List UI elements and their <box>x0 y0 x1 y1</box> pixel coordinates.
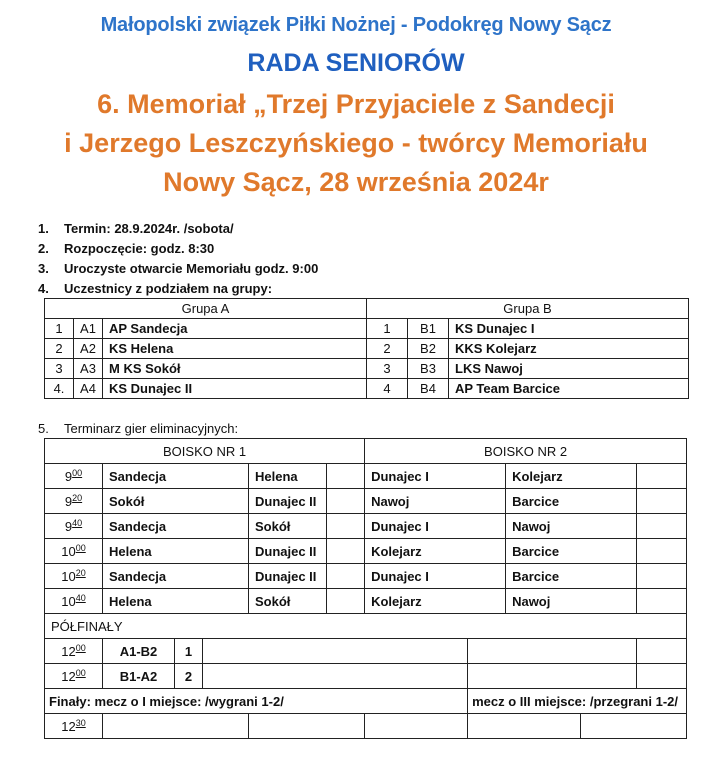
table-row: $12^{00}$ B1-A2 2 <box>45 664 687 689</box>
pitch-1-header: BOISKO NR 1 <box>45 439 365 464</box>
table-row: 4. A4 KS Dunajec II 4 B4 AP Team Barcice <box>45 379 689 399</box>
header-association: Małopolski związek Piłki Nożnej - Podokręg Nowy Sącz <box>100 14 612 36</box>
table-row: $10^{00}$ Helena Dunajec II Kolejarz Barcice <box>45 539 687 564</box>
group-a-title: Grupa A <box>45 299 367 319</box>
final-match-label: Finały: mecz o I miejsce: /wygrani 1-2/ <box>45 689 468 714</box>
pitch-2-header: BOISKO NR 2 <box>365 439 687 464</box>
header-memorial-line2: i Jerzego Leszczyńskiego - twórcy Memoriału <box>64 128 648 158</box>
info-item: 4. Uczestnicy z podziałem na grupy: <box>38 281 273 296</box>
table-row: $9^{00}$ Sandecja Helena Dunajec I Kolejarz <box>45 464 687 489</box>
table-row: $10^{40}$ Helena Sokół Kolejarz Nawoj <box>45 589 687 614</box>
group-b-title: Grupa B <box>367 299 689 319</box>
table-row: $12^{30}$ <box>45 714 687 739</box>
info-item: 2. Rozpoczęcie: godz. 8:30 <box>38 241 215 256</box>
table-row: $12^{00}$ A1-B2 1 <box>45 639 687 664</box>
table-row: 1 A1 AP Sandecja 1 B1 KS Dunajec I <box>45 319 689 339</box>
info-item: 3. Uroczyste otwarcie Memoriału godz. 9:00 <box>38 261 319 276</box>
groups-table <box>44 298 689 399</box>
schedule-table <box>44 438 687 739</box>
header-place-date: Nowy Sącz, 28 września 2024r <box>163 167 549 197</box>
info-item: 1. Termin: 28.9.2024r. /sobota/ <box>38 221 234 236</box>
header-council: RADA SENIORÓW <box>247 49 465 77</box>
table-row: $9^{20}$ Sokół Dunajec II Nawoj Barcice <box>45 489 687 514</box>
table-row: 2 A2 KS Helena 2 B2 KKS Kolejarz <box>45 339 689 359</box>
table-row: $9^{40}$ Sandecja Sokół Dunajec I Nawoj <box>45 514 687 539</box>
third-place-label: mecz o III miejsce: /przegrani 1-2/ <box>468 689 687 714</box>
table-row: $10^{20}$ Sandecja Dunajec II Dunajec I Barcice <box>45 564 687 589</box>
header-memorial-line1: 6. Memoriał „Trzej Przyjaciele z Sandecji <box>97 89 615 119</box>
semifinals-title: PÓŁFINAŁY <box>45 614 687 639</box>
schedule-title: 5. Terminarz gier eliminacyjnych: <box>38 421 239 436</box>
table-row: 3 A3 M KS Sokół 3 B3 LKS Nawoj <box>45 359 689 379</box>
